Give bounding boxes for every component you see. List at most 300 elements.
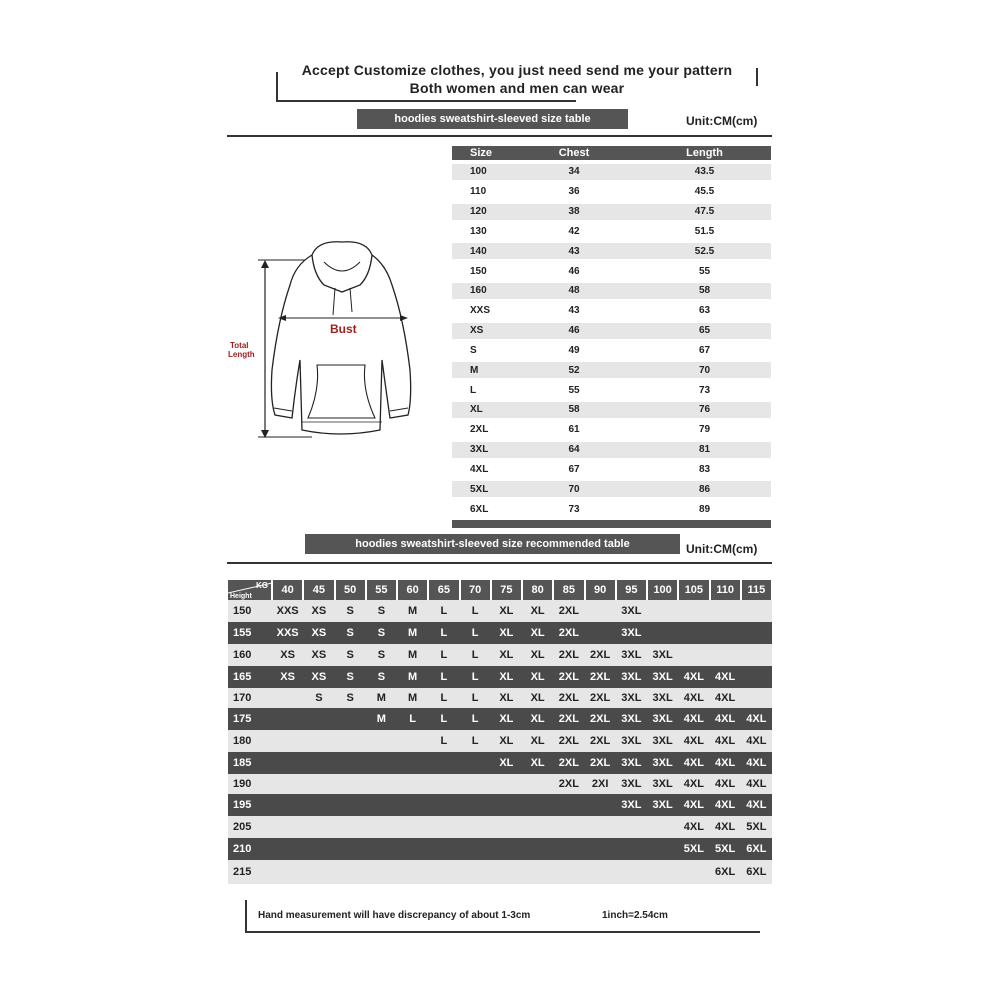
size-recommendation-cell (491, 794, 522, 816)
size-recommendation-cell (272, 860, 303, 884)
section-divider-2 (227, 562, 772, 564)
size-recommendation-cell (366, 794, 397, 816)
size-recommendation-cell: 6XL (710, 860, 741, 884)
size-recommendation-cell (366, 860, 397, 884)
section-divider (227, 135, 772, 137)
length-cell: 47.5 (694, 206, 715, 218)
length-cell: 63 (698, 305, 711, 317)
size-recommendation-cell (303, 708, 334, 730)
hoodie-diagram (220, 240, 450, 445)
size-recommendation-cell: S (366, 666, 397, 688)
size-recommendation-cell (741, 600, 772, 622)
size-recommendation-cell: 4XL (710, 794, 741, 816)
size-recommendation-cell: 5XL (710, 838, 741, 860)
size-row (452, 283, 771, 299)
size-recommendation-cell: 2XL (553, 730, 584, 752)
size-recommendation-cell: XL (491, 752, 522, 774)
size-cell: XS (470, 325, 484, 337)
size-cell: S (470, 344, 477, 356)
size-recommendation-cell: M (366, 708, 397, 730)
size-row (452, 462, 771, 478)
size-recommendation-cell: 4XL (678, 794, 709, 816)
size-row (452, 362, 771, 378)
size-recommendation-cell: 5XL (678, 838, 709, 860)
size-recommendation-cell: 3XL (616, 688, 647, 708)
size-recommendation-cell (460, 752, 491, 774)
size-recommendation-cell (585, 600, 616, 622)
size-row (452, 303, 771, 319)
size-recommendation-cell (678, 644, 709, 666)
height-cell: 155 (228, 622, 272, 644)
size-recommendation-cell (303, 816, 334, 838)
size-recommendation-cell (741, 622, 772, 644)
size-recommendation-cell (335, 752, 366, 774)
size-recommendation-cell (553, 860, 584, 884)
size-recommendation-cell: 4XL (710, 774, 741, 794)
size-chart-table (452, 146, 771, 528)
height-row (228, 838, 772, 860)
size-row (452, 501, 771, 517)
size-recommendation-cell: 4XL (678, 708, 709, 730)
height-cell: 205 (228, 816, 272, 838)
weight-header: 70 (460, 580, 491, 600)
size-recommendation-cell: L (460, 708, 491, 730)
size-recommendation-cell: XS (303, 600, 334, 622)
size-recommendation-cell: S (335, 688, 366, 708)
size-row (452, 402, 771, 418)
length-cell: 81 (698, 444, 711, 456)
chest-cell: 73 (568, 503, 580, 515)
size-recommendation-cell (491, 816, 522, 838)
size-recommendation-cell (335, 794, 366, 816)
size-recommendation-cell (491, 860, 522, 884)
size-recommendation-cell (428, 860, 459, 884)
size-row (452, 184, 771, 200)
size-recommendation-cell (460, 816, 491, 838)
size-recommendation-cell (428, 752, 459, 774)
hoodie-outline-icon (220, 240, 450, 445)
inch-conversion: 1inch=2.54cm (602, 910, 668, 921)
size-recommendation-cell: XL (491, 600, 522, 622)
size-recommendation-cell: S (335, 600, 366, 622)
height-row (228, 708, 772, 730)
size-table-unit: Unit:CM(cm) (686, 114, 758, 128)
size-recommendation-cell: XXS (272, 600, 303, 622)
recommended-table-unit: Unit:CM(cm) (686, 542, 758, 556)
chest-cell: 46 (568, 265, 580, 277)
recommended-table-title: hoodies sweatshirt-sleeved size recommended table (305, 534, 680, 554)
height-row (228, 688, 772, 708)
size-recommendation-cell (272, 774, 303, 794)
size-recommendation-cell (616, 838, 647, 860)
size-cell: 140 (470, 245, 487, 257)
size-recommendation-cell (491, 838, 522, 860)
size-recommendation-cell (647, 860, 678, 884)
size-recommendation-cell: S (366, 600, 397, 622)
size-recommendation-cell: 4XL (710, 688, 741, 708)
size-row (452, 422, 771, 438)
size-recommendation-cell (460, 774, 491, 794)
length-cell: 43.5 (694, 166, 715, 178)
size-recommendation-cell (710, 600, 741, 622)
size-recommendation-cell (491, 774, 522, 794)
size-table-footer-bar (452, 520, 771, 528)
size-recommendation-cell: M (397, 644, 428, 666)
size-cell: 160 (470, 285, 487, 297)
size-recommendation-cell: XL (522, 600, 553, 622)
size-recommendation-cell (272, 838, 303, 860)
weight-header: 105 (678, 580, 709, 600)
size-row (452, 481, 771, 497)
size-recommendation-cell: 2XL (553, 622, 584, 644)
size-recommendation-cell: 4XL (678, 666, 709, 688)
size-recommendation-cell (585, 860, 616, 884)
size-recommendation-cell: 4XL (710, 730, 741, 752)
size-recommendation-cell (303, 752, 334, 774)
height-cell: 165 (228, 666, 272, 688)
height-cell: 215 (228, 860, 272, 884)
size-recommendation-cell: M (397, 600, 428, 622)
size-recommendation-cell: L (397, 708, 428, 730)
size-cell: 3XL (470, 444, 489, 456)
size-recommendation-cell: XL (522, 622, 553, 644)
size-recommendation-cell: XXS (272, 622, 303, 644)
size-recommendation-cell: XS (303, 622, 334, 644)
size-recommendation-cell: 2XL (553, 688, 584, 708)
size-recommendation-cell: XL (522, 752, 553, 774)
chest-cell: 48 (568, 285, 580, 297)
size-recommendation-cell: 2XL (553, 752, 584, 774)
chest-cell: 64 (568, 444, 580, 456)
size-recommendation-cell: 2XL (585, 666, 616, 688)
size-recommendation-cell: XL (491, 730, 522, 752)
size-recommendation-cell (397, 860, 428, 884)
size-recommendation-cell: 4XL (710, 752, 741, 774)
size-recommendation-cell: XL (491, 708, 522, 730)
size-recommendation-cell: 3XL (616, 622, 647, 644)
size-recommendation-cell: XL (522, 708, 553, 730)
size-recommendation-cell: XL (522, 644, 553, 666)
size-recommendation-cell: 5XL (741, 816, 772, 838)
size-recommendation-cell: XL (491, 622, 522, 644)
size-recommendation-cell: S (335, 666, 366, 688)
size-recommendation-cell (522, 838, 553, 860)
size-recommendation-cell: S (335, 622, 366, 644)
size-recommendation-cell: 4XL (710, 816, 741, 838)
size-recommendation-cell: 3XL (616, 794, 647, 816)
size-recommendation-cell: M (366, 688, 397, 708)
chest-cell: 46 (568, 325, 580, 337)
size-recommendation-cell (553, 838, 584, 860)
size-cell: 150 (470, 265, 487, 277)
length-cell: 51.5 (694, 225, 715, 237)
size-cell: 6XL (470, 503, 489, 515)
size-recommendation-cell (647, 816, 678, 838)
size-recommendation-cell (741, 644, 772, 666)
corner-kg: KG (256, 581, 268, 590)
size-recommendation-cell: 3XL (616, 708, 647, 730)
height-row (228, 666, 772, 688)
height-cell: 170 (228, 688, 272, 708)
length-cell: 45.5 (694, 186, 715, 198)
weight-header: 100 (647, 580, 678, 600)
size-recommendation-cell (366, 752, 397, 774)
weight-header: 115 (741, 580, 772, 600)
size-recommendation-cell: 3XL (616, 730, 647, 752)
size-recommendation-cell (710, 644, 741, 666)
weight-header: 60 (397, 580, 428, 600)
chest-cell: 43 (568, 245, 580, 257)
chest-cell: 38 (568, 206, 580, 218)
weight-header: 55 (366, 580, 397, 600)
size-recommendation-cell (272, 752, 303, 774)
size-recommendation-cell: M (397, 622, 428, 644)
size-recommendation-cell: 3XL (647, 666, 678, 688)
size-recommendation-cell: XS (272, 666, 303, 688)
size-recommendation-cell: S (366, 644, 397, 666)
size-recommendation-cell: 4XL (678, 752, 709, 774)
size-recommendation-cell: 4XL (678, 688, 709, 708)
size-recommendation-cell: 3XL (647, 730, 678, 752)
weight-header: 110 (710, 580, 741, 600)
height-cell: 210 (228, 838, 272, 860)
size-recommendation-cell (272, 688, 303, 708)
corner-cell (228, 580, 272, 600)
size-recommendation-cell (678, 600, 709, 622)
total-length-label-2: Length (228, 350, 255, 359)
size-cell: XL (470, 404, 483, 416)
size-recommendation-cell (585, 816, 616, 838)
height-row (228, 860, 772, 884)
weight-header-row (228, 580, 772, 600)
size-cell: 110 (470, 186, 487, 198)
size-recommendation-cell: 3XL (616, 774, 647, 794)
size-recommendation-cell (647, 622, 678, 644)
size-row (452, 204, 771, 220)
size-recommendation-cell (303, 730, 334, 752)
size-recommendation-cell (428, 794, 459, 816)
height-cell: 175 (228, 708, 272, 730)
size-recommendation-cell: 2XL (585, 688, 616, 708)
size-row (452, 263, 771, 279)
size-recommendation-cell: L (460, 730, 491, 752)
size-recommendation-cell (335, 774, 366, 794)
weight-header: 65 (428, 580, 459, 600)
size-recommendation-cell: L (460, 600, 491, 622)
height-cell: 195 (228, 794, 272, 816)
weight-header: 45 (303, 580, 334, 600)
chest-cell: 43 (568, 305, 580, 317)
size-recommendation-cell: 4XL (710, 708, 741, 730)
size-recommendation-cell: L (428, 622, 459, 644)
size-recommendation-cell (366, 774, 397, 794)
size-row (452, 164, 771, 180)
chest-cell: 58 (568, 404, 580, 416)
size-recommendation-cell (522, 774, 553, 794)
size-recommendation-cell (710, 622, 741, 644)
length-cell: 58 (698, 285, 711, 297)
size-recommendation-cell (553, 794, 584, 816)
size-recommendation-cell: 4XL (710, 666, 741, 688)
size-recommendation-cell: 2XL (553, 708, 584, 730)
size-recommendation-cell: 2XL (553, 644, 584, 666)
size-recommendation-cell: 3XL (647, 752, 678, 774)
height-cell: 180 (228, 730, 272, 752)
size-recommendation-cell: 2XL (553, 774, 584, 794)
size-recommendation-cell: 3XL (616, 752, 647, 774)
length-cell: 83 (698, 464, 711, 475)
height-cell: 150 (228, 600, 272, 622)
size-recommendation-cell: S (366, 622, 397, 644)
size-recommendation-cell: XL (491, 666, 522, 688)
size-recommendation-cell (460, 794, 491, 816)
height-row (228, 816, 772, 838)
size-recommendation-cell (335, 816, 366, 838)
size-recommendation-cell (616, 860, 647, 884)
weight-header: 80 (522, 580, 553, 600)
weight-header: 50 (335, 580, 366, 600)
size-recommendation-cell: XS (303, 666, 334, 688)
size-recommendation-cell (272, 794, 303, 816)
size-recommendation-cell (397, 816, 428, 838)
length-cell: 67 (698, 344, 711, 356)
size-recommendation-cell: 2XL (585, 730, 616, 752)
weight-header: 95 (616, 580, 647, 600)
size-recommendation-cell (678, 860, 709, 884)
corner-height: Height (230, 593, 252, 600)
size-recommendation-cell: 6XL (741, 860, 772, 884)
length-cell: 79 (698, 424, 711, 436)
size-recommendation-cell: 4XL (741, 730, 772, 752)
size-recommendation-cell: 3XL (647, 688, 678, 708)
size-recommendation-cell (397, 730, 428, 752)
length-cell: 86 (698, 483, 711, 495)
size-recommendation-cell (397, 794, 428, 816)
height-row (228, 730, 772, 752)
size-recommendation-cell: M (397, 666, 428, 688)
size-recommendation-cell: XS (303, 644, 334, 666)
size-recommendation-cell: XL (522, 666, 553, 688)
size-cell: 130 (470, 225, 487, 237)
size-table-header (452, 146, 771, 160)
chest-cell: 70 (568, 483, 580, 495)
size-recommendation-cell: 3XL (616, 666, 647, 688)
size-recommendation-cell: L (428, 644, 459, 666)
size-recommendation-cell: 2XL (585, 708, 616, 730)
size-recommendation-cell (303, 774, 334, 794)
size-row (452, 223, 771, 239)
banner-line-1: Accept Customize clothes, you just need send me your pattern (301, 62, 733, 78)
size-recommendation-cell (616, 816, 647, 838)
height-row (228, 794, 772, 816)
chest-cell: 61 (568, 424, 580, 436)
size-recommendation-cell (366, 816, 397, 838)
size-row (452, 382, 771, 398)
size-recommendation-cell: L (428, 730, 459, 752)
size-recommendation-cell: XL (522, 730, 553, 752)
weight-header: 90 (585, 580, 616, 600)
size-recommendation-cell: 4XL (678, 730, 709, 752)
size-recommendation-cell (741, 666, 772, 688)
size-recommendation-cell (460, 860, 491, 884)
size-recommendation-cell (272, 708, 303, 730)
size-recommendation-cell (647, 838, 678, 860)
size-recommendation-cell (428, 774, 459, 794)
size-recommendation-cell: L (460, 688, 491, 708)
footer-note (245, 900, 760, 933)
size-recommendation-cell: 2XL (585, 644, 616, 666)
size-recommendation-cell: 4XL (741, 708, 772, 730)
size-recommendation-cell (678, 622, 709, 644)
size-row (452, 342, 771, 358)
height-cell: 190 (228, 774, 272, 794)
size-cell: 4XL (470, 464, 489, 475)
size-recommendation-cell: L (460, 644, 491, 666)
size-recommendation-cell: 4XL (741, 752, 772, 774)
size-recommendation-cell: S (335, 644, 366, 666)
banner-line-2: Both women and men can wear (409, 80, 625, 96)
chest-cell: 49 (568, 344, 580, 356)
height-cell: 160 (228, 644, 272, 666)
height-row (228, 752, 772, 774)
size-recommendation-cell: 2XL (553, 666, 584, 688)
size-recommendation-cell: L (428, 708, 459, 730)
size-recommendation-cell: 2XL (585, 752, 616, 774)
size-recommendation-cell: L (428, 666, 459, 688)
size-recommendation-cell: 3XL (616, 644, 647, 666)
length-header: Length (686, 147, 723, 159)
size-recommendation-cell: XL (491, 688, 522, 708)
length-cell: 52.5 (694, 245, 715, 257)
length-cell: 55 (698, 265, 711, 277)
height-row (228, 622, 772, 644)
size-recommendation-cell: 3XL (647, 774, 678, 794)
size-recommendation-cell (522, 860, 553, 884)
size-recommendation-cell (272, 816, 303, 838)
size-recommendation-cell: L (460, 666, 491, 688)
size-cell: 2XL (470, 424, 489, 436)
size-recommendation-cell (428, 816, 459, 838)
height-row (228, 600, 772, 622)
size-cell: XXS (470, 305, 491, 317)
size-recommendation-cell: 4XL (741, 774, 772, 794)
size-recommendation-cell (460, 838, 491, 860)
size-recommendation-cell (303, 860, 334, 884)
size-row (452, 442, 771, 458)
size-recommendation-cell (335, 860, 366, 884)
size-recommendation-cell: 4XL (741, 794, 772, 816)
weight-header: 40 (272, 580, 303, 600)
size-recommendation-cell: 6XL (741, 838, 772, 860)
size-recommendation-cell (335, 708, 366, 730)
chest-cell: 55 (568, 384, 580, 396)
size-recommendation-cell (553, 816, 584, 838)
height-row (228, 774, 772, 794)
size-recommendation-cell (741, 688, 772, 708)
size-recommendation-cell: 4XL (678, 816, 709, 838)
size-recommendation-cell: S (303, 688, 334, 708)
length-cell: 89 (698, 503, 711, 515)
size-recommendation-cell (397, 752, 428, 774)
size-recommendation-cell (522, 816, 553, 838)
size-recommendation-cell: M (397, 688, 428, 708)
bust-label: Bust (330, 322, 357, 336)
size-recommendation-cell (522, 794, 553, 816)
size-recommendation-cell (585, 622, 616, 644)
size-row (452, 243, 771, 259)
size-recommendation-cell: 2XI (585, 774, 616, 794)
size-recommendation-cell: XL (522, 688, 553, 708)
